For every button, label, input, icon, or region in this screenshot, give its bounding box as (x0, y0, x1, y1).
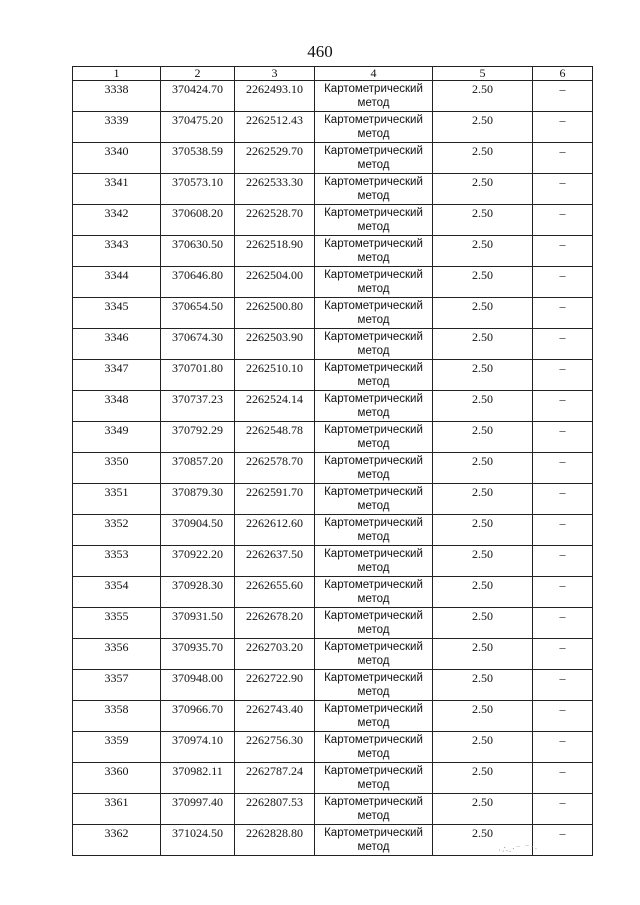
point-number-cell: 3345 (73, 298, 161, 329)
accuracy-cell: 2.50 (433, 236, 533, 267)
y-coordinate-cell: 2262503.90 (235, 329, 315, 360)
y-coordinate-cell: 2262500.80 (235, 298, 315, 329)
method-line-2: метод (357, 748, 390, 760)
x-coordinate-cell: 370997.40 (161, 794, 235, 825)
note-cell: – (533, 577, 593, 608)
method-line-2: метод (357, 500, 390, 512)
note-cell: – (533, 670, 593, 701)
method-cell (315, 205, 433, 236)
x-coordinate-cell: 370608.20 (161, 205, 235, 236)
point-number-cell: 3362 (73, 825, 161, 856)
x-coordinate-cell: 370792.29 (161, 422, 235, 453)
x-coordinate-cell: 370737.23 (161, 391, 235, 422)
table-row (73, 236, 593, 267)
method-line-2: метод (357, 252, 390, 264)
method-cell (315, 639, 433, 670)
method-line-2: метод (357, 97, 390, 109)
point-number-cell: 3348 (73, 391, 161, 422)
y-coordinate-cell: 2262787.24 (235, 763, 315, 794)
point-number-cell: 3359 (73, 732, 161, 763)
accuracy-cell: 2.50 (433, 577, 533, 608)
point-number-cell: 3353 (73, 546, 161, 577)
table-row (73, 515, 593, 546)
accuracy-cell: 2.50 (433, 329, 533, 360)
note-cell: – (533, 174, 593, 205)
method-line-1: Картометрический (324, 269, 423, 281)
x-coordinate-cell: 370630.50 (161, 236, 235, 267)
x-coordinate-cell: 370922.20 (161, 546, 235, 577)
y-coordinate-cell: 2262612.60 (235, 515, 315, 546)
table-row (73, 732, 593, 763)
method-cell (315, 422, 433, 453)
point-number-cell: 3358 (73, 701, 161, 732)
table-row (73, 205, 593, 236)
x-coordinate-cell: 370982.11 (161, 763, 235, 794)
table-row (73, 701, 593, 732)
method-cell (315, 577, 433, 608)
column-header: 4 (315, 67, 433, 81)
method-cell (315, 763, 433, 794)
note-cell: – (533, 422, 593, 453)
point-number-cell: 3339 (73, 112, 161, 143)
note-cell: – (533, 825, 593, 856)
method-line-1: Картометрический (324, 176, 423, 188)
note-cell: – (533, 236, 593, 267)
method-cell (315, 298, 433, 329)
x-coordinate-cell: 370966.70 (161, 701, 235, 732)
method-line-2: метод (357, 345, 390, 357)
x-coordinate-cell: 370974.10 (161, 732, 235, 763)
y-coordinate-cell: 2262637.50 (235, 546, 315, 577)
method-cell (315, 670, 433, 701)
table-row (73, 81, 593, 112)
x-coordinate-cell: 370879.30 (161, 484, 235, 515)
table-row (73, 143, 593, 174)
method-line-1: Картометрический (324, 455, 423, 467)
y-coordinate-cell: 2262510.10 (235, 360, 315, 391)
accuracy-cell: 2.50 (433, 825, 533, 856)
y-coordinate-cell: 2262807.53 (235, 794, 315, 825)
accuracy-cell: 2.50 (433, 763, 533, 794)
method-line-2: метод (357, 438, 390, 450)
y-coordinate-cell: 2262756.30 (235, 732, 315, 763)
method-line-2: метод (357, 283, 390, 295)
scan-artifact: ·∴.·⁻ ⁻·. (497, 840, 539, 856)
method-line-2: метод (357, 221, 390, 233)
x-coordinate-cell: 370857.20 (161, 453, 235, 484)
method-line-1: Картометрический (324, 517, 423, 529)
accuracy-cell: 2.50 (433, 267, 533, 298)
point-number-cell: 3351 (73, 484, 161, 515)
x-coordinate-cell: 370646.80 (161, 267, 235, 298)
table-row (73, 608, 593, 639)
point-number-cell: 3343 (73, 236, 161, 267)
method-cell (315, 825, 433, 856)
note-cell: – (533, 143, 593, 174)
method-cell (315, 732, 433, 763)
point-number-cell: 3354 (73, 577, 161, 608)
note-cell: – (533, 639, 593, 670)
point-number-cell: 3344 (73, 267, 161, 298)
method-line-1: Картометрический (324, 238, 423, 250)
method-line-2: метод (357, 686, 390, 698)
point-number-cell: 3355 (73, 608, 161, 639)
method-cell (315, 484, 433, 515)
accuracy-cell: 2.50 (433, 794, 533, 825)
note-cell: – (533, 608, 593, 639)
table-row (73, 794, 593, 825)
accuracy-cell: 2.50 (433, 174, 533, 205)
y-coordinate-cell: 2262529.70 (235, 143, 315, 174)
method-cell (315, 112, 433, 143)
column-header: 3 (235, 67, 315, 81)
accuracy-cell: 2.50 (433, 484, 533, 515)
accuracy-cell: 2.50 (433, 360, 533, 391)
method-line-2: метод (357, 376, 390, 388)
column-header: 5 (433, 67, 533, 81)
table-row (73, 763, 593, 794)
x-coordinate-cell: 370904.50 (161, 515, 235, 546)
method-line-1: Картометрический (324, 703, 423, 715)
accuracy-cell: 2.50 (433, 639, 533, 670)
accuracy-cell: 2.50 (433, 81, 533, 112)
method-line-2: метод (357, 779, 390, 791)
point-number-cell: 3347 (73, 360, 161, 391)
accuracy-cell: 2.50 (433, 391, 533, 422)
table-row (73, 329, 593, 360)
method-line-2: метод (357, 717, 390, 729)
method-cell (315, 143, 433, 174)
accuracy-cell: 2.50 (433, 422, 533, 453)
method-line-2: метод (357, 531, 390, 543)
method-line-1: Картометрический (324, 548, 423, 560)
table-row (73, 112, 593, 143)
accuracy-cell: 2.50 (433, 670, 533, 701)
method-line-1: Картометрический (324, 393, 423, 405)
y-coordinate-cell: 2262504.00 (235, 267, 315, 298)
table-header-row (73, 67, 593, 81)
method-cell (315, 794, 433, 825)
method-line-1: Картометрический (324, 207, 423, 219)
method-cell (315, 515, 433, 546)
method-line-2: метод (357, 407, 390, 419)
method-line-1: Картометрический (324, 486, 423, 498)
method-cell (315, 453, 433, 484)
method-cell (315, 81, 433, 112)
table-row (73, 670, 593, 701)
method-line-2: метод (357, 593, 390, 605)
note-cell: – (533, 701, 593, 732)
note-cell: – (533, 484, 593, 515)
method-line-1: Картометрический (324, 424, 423, 436)
method-cell (315, 701, 433, 732)
table-row (73, 391, 593, 422)
accuracy-cell: 2.50 (433, 112, 533, 143)
method-cell (315, 329, 433, 360)
accuracy-cell: 2.50 (433, 701, 533, 732)
table-row (73, 174, 593, 205)
table-body (73, 81, 593, 856)
point-number-cell: 3350 (73, 453, 161, 484)
note-cell: – (533, 732, 593, 763)
accuracy-cell: 2.50 (433, 515, 533, 546)
column-header: 1 (73, 67, 161, 81)
method-cell (315, 546, 433, 577)
accuracy-cell: 2.50 (433, 608, 533, 639)
method-cell (315, 174, 433, 205)
y-coordinate-cell: 2262533.30 (235, 174, 315, 205)
method-line-1: Картометрический (324, 362, 423, 374)
y-coordinate-cell: 2262548.78 (235, 422, 315, 453)
method-cell (315, 236, 433, 267)
y-coordinate-cell: 2262524.14 (235, 391, 315, 422)
method-cell (315, 267, 433, 298)
point-number-cell: 3356 (73, 639, 161, 670)
point-number-cell: 3338 (73, 81, 161, 112)
note-cell: – (533, 112, 593, 143)
method-line-2: метод (357, 655, 390, 667)
method-line-2: метод (357, 314, 390, 326)
x-coordinate-cell: 370674.30 (161, 329, 235, 360)
point-number-cell: 3346 (73, 329, 161, 360)
method-line-2: метод (357, 841, 390, 853)
point-number-cell: 3360 (73, 763, 161, 794)
point-number-cell: 3341 (73, 174, 161, 205)
method-line-1: Картометрический (324, 83, 423, 95)
x-coordinate-cell: 370538.59 (161, 143, 235, 174)
y-coordinate-cell: 2262655.60 (235, 577, 315, 608)
method-cell (315, 608, 433, 639)
y-coordinate-cell: 2262528.70 (235, 205, 315, 236)
y-coordinate-cell: 2262722.90 (235, 670, 315, 701)
table-row (73, 422, 593, 453)
point-number-cell: 3357 (73, 670, 161, 701)
point-number-cell: 3349 (73, 422, 161, 453)
x-coordinate-cell: 370948.00 (161, 670, 235, 701)
y-coordinate-cell: 2262518.90 (235, 236, 315, 267)
x-coordinate-cell: 370701.80 (161, 360, 235, 391)
method-line-1: Картометрический (324, 765, 423, 777)
point-number-cell: 3352 (73, 515, 161, 546)
method-line-1: Картометрический (324, 827, 423, 839)
note-cell: – (533, 391, 593, 422)
method-line-1: Картометрический (324, 610, 423, 622)
y-coordinate-cell: 2262743.40 (235, 701, 315, 732)
point-number-cell: 3361 (73, 794, 161, 825)
table-row (73, 546, 593, 577)
y-coordinate-cell: 2262828.80 (235, 825, 315, 856)
method-line-1: Картометрический (324, 300, 423, 312)
point-number-cell: 3340 (73, 143, 161, 174)
table-row (73, 267, 593, 298)
x-coordinate-cell: 370928.30 (161, 577, 235, 608)
x-coordinate-cell: 370935.70 (161, 639, 235, 670)
note-cell: – (533, 794, 593, 825)
x-coordinate-cell: 370475.20 (161, 112, 235, 143)
note-cell: – (533, 360, 593, 391)
note-cell: – (533, 267, 593, 298)
y-coordinate-cell: 2262578.70 (235, 453, 315, 484)
table-row (73, 298, 593, 329)
accuracy-cell: 2.50 (433, 546, 533, 577)
accuracy-cell: 2.50 (433, 732, 533, 763)
x-coordinate-cell: 371024.50 (161, 825, 235, 856)
method-line-1: Картометрический (324, 796, 423, 808)
note-cell: – (533, 453, 593, 484)
column-header: 2 (161, 67, 235, 81)
x-coordinate-cell: 370573.10 (161, 174, 235, 205)
note-cell: – (533, 298, 593, 329)
method-line-1: Картометрический (324, 672, 423, 684)
method-line-2: метод (357, 562, 390, 574)
accuracy-cell: 2.50 (433, 298, 533, 329)
y-coordinate-cell: 2262591.70 (235, 484, 315, 515)
method-line-1: Картометрический (324, 331, 423, 343)
method-line-2: метод (357, 810, 390, 822)
table-row (73, 484, 593, 515)
table-row (73, 453, 593, 484)
y-coordinate-cell: 2262512.43 (235, 112, 315, 143)
point-number-cell: 3342 (73, 205, 161, 236)
method-cell (315, 391, 433, 422)
note-cell: – (533, 515, 593, 546)
method-cell (315, 360, 433, 391)
method-line-2: метод (357, 159, 390, 171)
method-line-1: Картометрический (324, 114, 423, 126)
method-line-1: Картометрический (324, 145, 423, 157)
x-coordinate-cell: 370654.50 (161, 298, 235, 329)
x-coordinate-cell: 370424.70 (161, 81, 235, 112)
y-coordinate-cell: 2262703.20 (235, 639, 315, 670)
table-row (73, 577, 593, 608)
note-cell: – (533, 546, 593, 577)
accuracy-cell: 2.50 (433, 205, 533, 236)
method-line-2: метод (357, 624, 390, 636)
method-line-2: метод (357, 190, 390, 202)
method-line-1: Картометрический (324, 579, 423, 591)
method-line-2: метод (357, 469, 390, 481)
accuracy-cell: 2.50 (433, 453, 533, 484)
y-coordinate-cell: 2262678.20 (235, 608, 315, 639)
note-cell: – (533, 329, 593, 360)
table-row (73, 639, 593, 670)
note-cell: – (533, 81, 593, 112)
y-coordinate-cell: 2262493.10 (235, 81, 315, 112)
method-line-2: метод (357, 128, 390, 140)
accuracy-cell: 2.50 (433, 143, 533, 174)
coordinates-table (72, 66, 593, 856)
column-header: 6 (533, 67, 593, 81)
x-coordinate-cell: 370931.50 (161, 608, 235, 639)
method-line-1: Картометрический (324, 734, 423, 746)
note-cell: – (533, 205, 593, 236)
note-cell: – (533, 763, 593, 794)
method-line-1: Картометрический (324, 641, 423, 653)
page-number: 460 (307, 42, 333, 61)
table-row (73, 360, 593, 391)
